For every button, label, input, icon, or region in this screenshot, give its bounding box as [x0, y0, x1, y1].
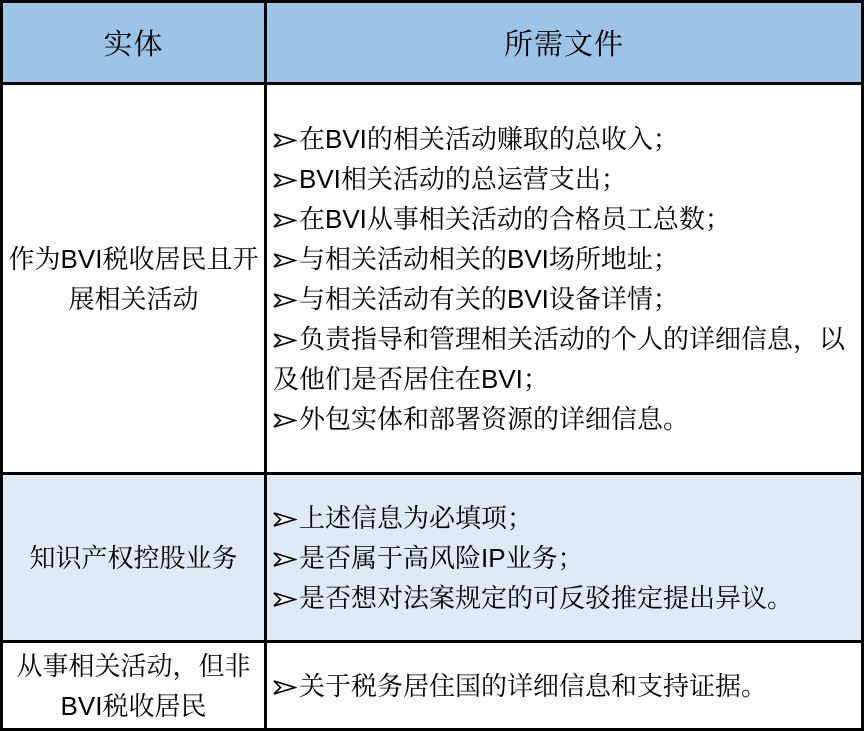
column-header-entity-label: 实体 [103, 29, 164, 61]
arrow-bullet-icon [273, 332, 297, 349]
doc-item-text: 与相关活动有关的BVI设备详情； [299, 283, 679, 314]
entity-cell-ip-holding-label: 知识产权控股业务 [29, 542, 238, 573]
entity-cell-non-resident [3, 643, 267, 728]
entity-cell-ip-holding [3, 475, 267, 643]
arrow-bullet-icon [273, 591, 297, 608]
doc-item-text: 是否想对法案规定的可反驳推定提出异议。 [299, 582, 794, 613]
arrow-bullet-icon [273, 172, 297, 189]
doc-item [273, 159, 851, 199]
doc-item [273, 498, 851, 538]
doc-item-text: 在BVI从事相关活动的合格员工总数； [299, 203, 731, 234]
entity-cell-non-resident-label: 从事相关活动，但非BVI税收居民 [16, 650, 251, 721]
documents-cell-bvi-resident [267, 85, 861, 475]
arrow-bullet-icon [273, 412, 297, 429]
documents-cell-ip-holding [267, 475, 861, 643]
doc-item-text: BVI相关活动的总运营支出； [299, 163, 627, 194]
arrow-bullet-icon [273, 679, 297, 696]
column-header-documents [267, 3, 861, 85]
doc-item-text: 是否属于高风险IP业务； [299, 542, 584, 573]
column-header-entity [3, 3, 267, 85]
arrow-bullet-icon [273, 551, 297, 568]
arrow-bullet-icon [273, 212, 297, 229]
doc-item [273, 666, 851, 706]
entity-cell-bvi-resident [3, 85, 267, 475]
entity-cell-bvi-resident-label: 作为BVI税收居民且开展相关活动 [8, 243, 259, 314]
arrow-bullet-icon [273, 511, 297, 528]
arrow-bullet-icon [273, 132, 297, 149]
doc-item [273, 319, 851, 399]
doc-item [273, 199, 851, 239]
doc-item [273, 239, 851, 279]
column-header-documents-label: 所需文件 [503, 29, 624, 61]
doc-item [273, 399, 851, 439]
doc-item [273, 538, 851, 578]
doc-item-text: 与相关活动相关的BVI场所地址； [299, 243, 679, 274]
doc-item-text: 关于税务居住国的详细信息和支持证据。 [299, 670, 768, 701]
doc-item-text: 负责指导和管理相关活动的个人的详细信息，以及他们是否居住在BVI； [273, 323, 846, 394]
doc-item [273, 578, 851, 618]
arrow-bullet-icon [273, 252, 297, 269]
arrow-bullet-icon [273, 292, 297, 309]
doc-item [273, 279, 851, 319]
doc-item-text: 上述信息为必填项； [299, 502, 534, 533]
doc-item [273, 119, 851, 159]
doc-item-text: 在BVI的相关活动赚取的总收入； [299, 123, 679, 154]
doc-item-text: 外包实体和部署资源的详细信息。 [299, 403, 690, 434]
documents-cell-non-resident [267, 643, 861, 728]
